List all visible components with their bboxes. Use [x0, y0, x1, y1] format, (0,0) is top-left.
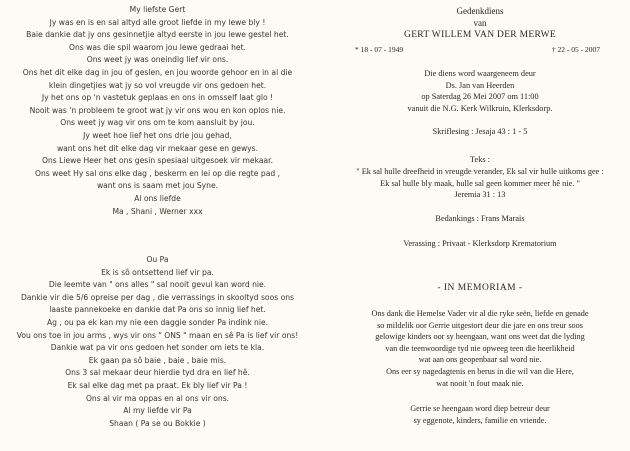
poem-line: want ons het dit elke dag vir mekaar gese en gewys.	[56, 143, 259, 153]
poem-line: Dankie vir die 5/6 opreise per dag , die verrassings in skooltyd soos ons	[20, 292, 295, 302]
poem-line: Ons weet jy was oneindig lief vir ons.	[86, 55, 229, 65]
poem-line: Jy weet hoe lief het ons drie jou gehad,	[83, 130, 232, 140]
poem-line: Ou Pa	[146, 255, 169, 264]
poem-signature: Ma , Shani , Werner xxx	[112, 206, 203, 216]
service-line: Die diens word waargeneem deur	[424, 69, 536, 78]
memoriam-line: van die teenwoordige tyd nie opweeg teen die heerlikheid	[385, 343, 575, 353]
closing-line: sy eggenote, kinders, familie en vriende.	[413, 415, 547, 425]
memoriam-line: wat aan ons geopenbaar sal word nie.	[418, 355, 542, 365]
poem-to-pa	[0, 254, 315, 430]
service-venue: vanuit die N.G. Kerk Wilkruin, Klerksdorp.	[407, 103, 553, 113]
poem-line: My liefste Gert	[129, 5, 186, 14]
poem-line: Ons al vir ma oppas en al ons vir ons.	[85, 393, 230, 403]
poem-line: Al ons liefde	[134, 193, 181, 203]
poem-line: want ons is saam met jou Syne.	[96, 181, 219, 191]
text-reference: Jeremia 31 : 13	[454, 190, 506, 199]
poem-line: Ons Liewe Heer het ons gesin spesiaal uitgesoek vir mekaar.	[42, 156, 273, 166]
poem-line: Ons 3 sal mekaar deur hierdie tyd dra en lief hê.	[65, 368, 250, 378]
poem-line: Ek is sô ontsettend lief vir pa.	[101, 267, 214, 277]
right-panel	[330, 0, 630, 451]
acknowledgements: Bedankings : Frans Marais	[435, 214, 525, 223]
service-details	[330, 68, 630, 114]
text-label: Teks :	[470, 155, 490, 164]
poem-line: laaste pannekoeke en dankie dat Pa ons so innig lief het.	[49, 305, 266, 315]
in-memoriam-heading: - IN MEMORIAM -	[437, 283, 523, 293]
poem-line: Jy was en is en sal altyd alle groot liefde in my lewe bly !	[49, 17, 266, 27]
poem-line: Dankie wat pa vir ons gedoen het sonder om iets te kla.	[50, 343, 265, 353]
text-line: Ek sal hulle bly maak, hulle sal geen kommer meer hê nie. "	[380, 178, 580, 188]
service-date: op Saterdag 26 Mei 2007 om 11:00	[421, 92, 539, 101]
poem-signature: Shaan ( Pa se ou Bokkie )	[109, 418, 206, 428]
memoriam-line: so mildelik oor Gerrie uitgestort deur die jare en ons treur soos	[377, 320, 583, 330]
poem-line: Ons weet jy wag vir ons om te kom aansluit by jou.	[60, 118, 255, 128]
poem-line: Ons weet Hy sal ons elke dag , beskerm en lei op die regte pad ,	[35, 168, 280, 178]
cremation-notice: Verassing : Privaat - Klerksdorp Krematorium	[403, 239, 557, 248]
poem-line: Al my liefde vir Pa	[123, 406, 192, 416]
death-date: † 22 - 05 - 2007	[551, 45, 600, 54]
memoriam-line: Ons dank die Hemelse Vader vir al die ryke seën, liefde en genade	[371, 309, 589, 318]
poem-line: klein dingetjies wat jy so vol vreugde vir ons gedoen het.	[48, 80, 267, 90]
deceased-name: GERT WILLEM VAN DER MERWE	[404, 30, 556, 40]
birth-date: * 18 - 07 - 1949	[355, 45, 404, 54]
minister-name: Ds. Jan van Heerden	[445, 80, 515, 90]
poem-line: Die leemte van " ons alles " sal nooit gevul kan word nie.	[48, 280, 267, 290]
van-label: van	[473, 18, 487, 28]
poem-line: Ek sal elke dag met pa praat. Ek bly lief vir Pa !	[67, 380, 248, 390]
poem-line: Ons het dit elke dag in jou of geslen, en jou woorde gehoor en in al die	[22, 67, 293, 77]
closing-line: Gerrie se heengaan word diep betreur deur	[410, 404, 550, 413]
poem-line: Baie dankie dat jy ons gesinnetjie altyd eerste in jou lewe gestel het.	[26, 30, 289, 40]
memoriam-line: gelowige kinders oor sy heengaan, want ons weet dat die lyding	[375, 332, 585, 342]
poem-line: Ons was die spil waarom jou lewe gedraai het.	[69, 42, 246, 52]
closing-text	[330, 403, 630, 426]
poem-line: Ag , ou pa ek kan my nie een daggie sonder Pa indink nie.	[46, 317, 269, 327]
poem-line: Nooit was 'n probleem te groot wat jy vir ons wou en kon oplos nie.	[29, 105, 286, 115]
memoriam-line: Ons eer sy nagedagtenis en berus in die wil van die Here,	[386, 366, 574, 376]
life-dates	[330, 45, 630, 57]
poem-line: Jy het ons op 'n vastetuk geplaas en ons in omsself laat glo !	[41, 93, 274, 103]
memoriam-text	[330, 308, 630, 389]
poem-line: Ek gaan pa sô baie , baie , baie mis.	[88, 355, 227, 365]
text-line: " Ek sal hulle dreefheid in vreugde verander, Ek sal vir hulle uitkoms gee :	[356, 167, 604, 176]
memoriam-line: wat nooit 'n fout maak nie.	[436, 378, 524, 388]
poem-to-gert	[0, 4, 315, 218]
scripture-text	[330, 166, 630, 201]
poem-line: Vou ons toe in jou arms , wys vir ons " ONS " maan en sê Pa is lief vir ons!	[16, 330, 299, 340]
service-heading: Gedenkdiens	[456, 6, 504, 16]
scripture-reading: Skriflesing : Jesaja 43 : 1 - 5	[432, 127, 528, 136]
